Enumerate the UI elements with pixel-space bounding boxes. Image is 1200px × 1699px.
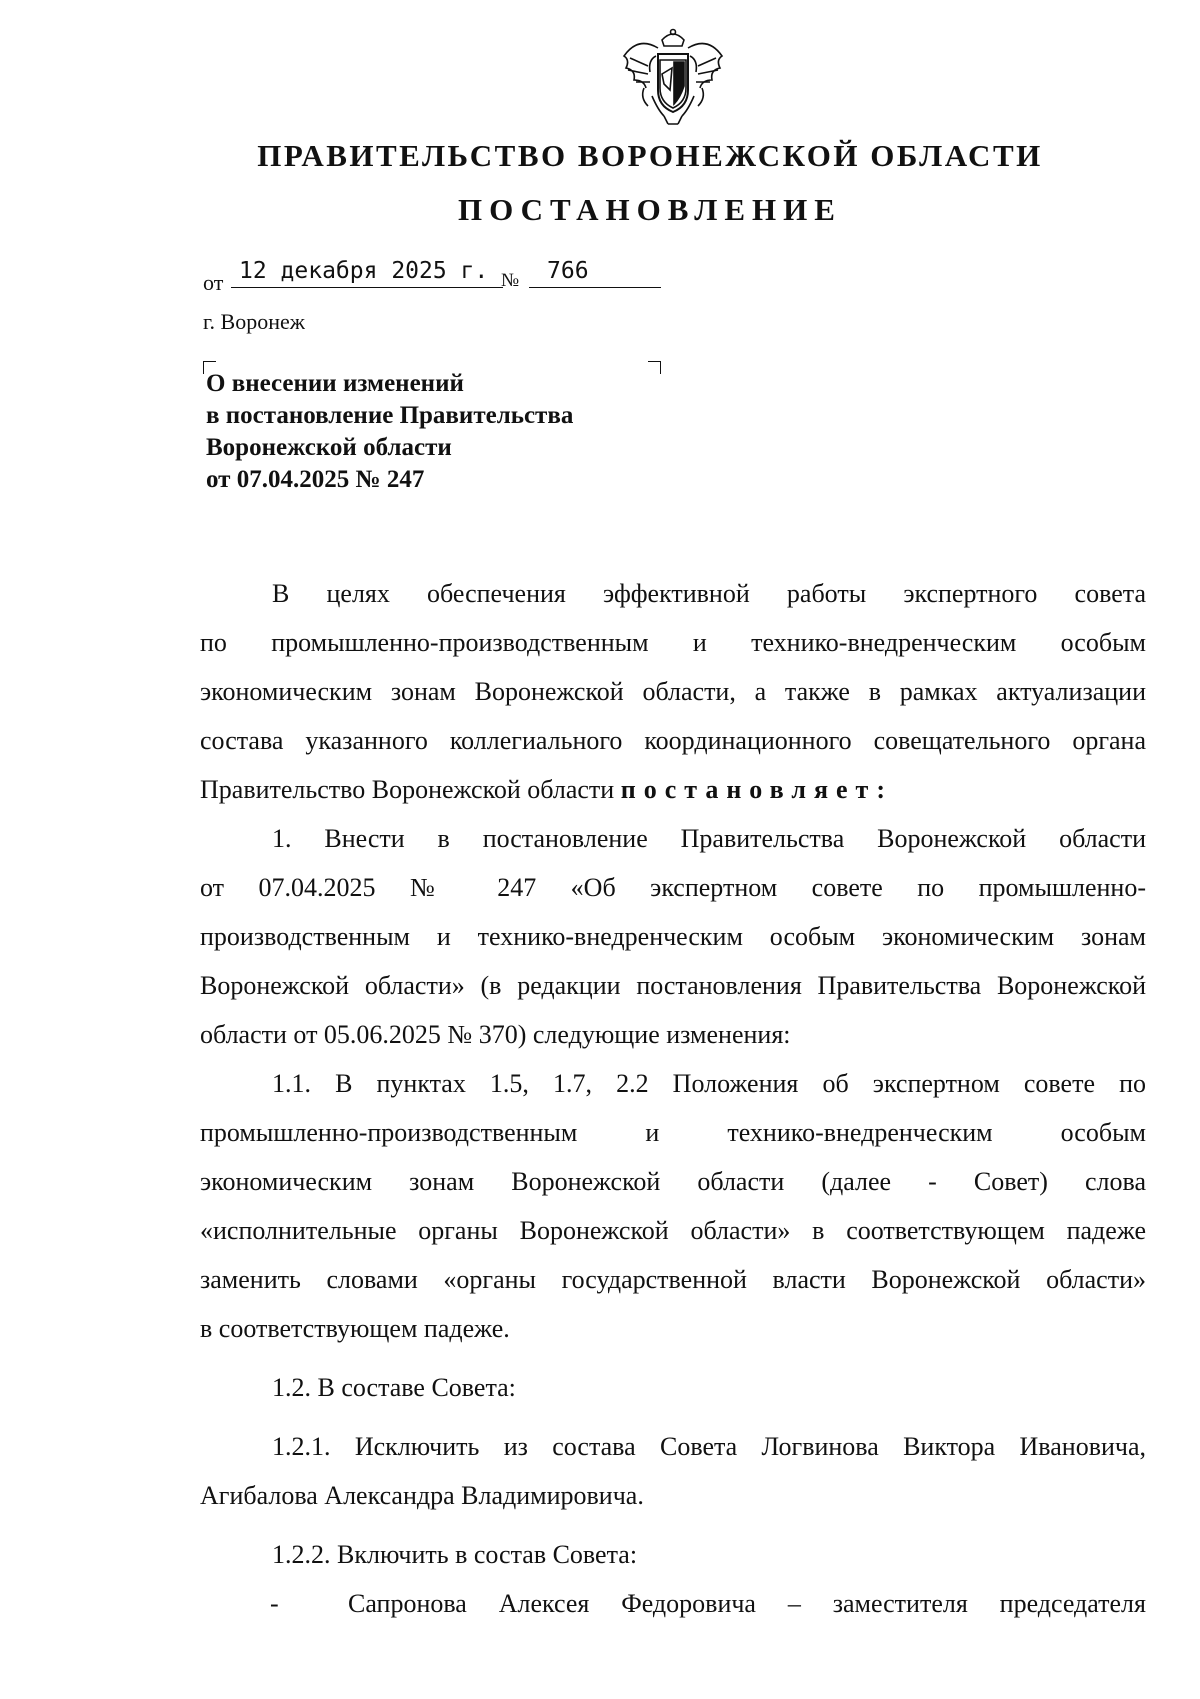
from-label: от [203,270,224,295]
member-list-item [200,1584,1146,1633]
preamble-line: по промышленно-производственным и технико-внедренческим особым [200,628,1146,657]
item-1-2-1-line: Агибалова Александра Владимировича. [200,1481,644,1510]
preamble-last-text: Правительство Воронежской области [200,775,621,804]
item-1-2-2-heading: 1.2.2. Включить в состав Совета: [272,1540,638,1569]
preamble-line: В целях обеспечения эффективной работы экспертного совета [272,579,1146,608]
date-number-line [203,258,683,298]
preamble-line: экономическим зонам Воронежской области, а также в рамках актуализации [200,677,1146,706]
preamble-last-line [200,770,1146,819]
document-body [200,574,1146,1633]
coat-of-arms-emblem [618,26,728,126]
subject-corner-right [648,361,661,374]
preamble-line: состава указанного коллегиального координационного совещательного органа [200,726,1146,755]
subject-line: Воронежской области [206,434,452,461]
item-1-1-line: промышленно-производственным и технико-внедренческим особым [200,1118,1146,1147]
item-1-line: производственным и технико-внедренческим особым экономическим зонам [200,922,1146,951]
item-1-1-line: в соответствующем падеже. [200,1314,510,1343]
item-1-2-1-line: 1.2.1. Исключить из состава Совета Логвинова Виктора Ивановича, [272,1432,1146,1461]
item-1-line: Воронежской области» (в редакции постановления Правительства Воронежской [200,971,1146,1000]
subject-line: от 07.04.2025 № 247 [206,466,425,493]
item-1-line: 1. Внести в постановление Правительства Воронежской области [272,824,1146,853]
document-subject [206,368,573,496]
decree-word: постановляет: [620,775,893,804]
subject-line: в постановление Правительства [206,402,574,429]
item-1-1-line: «исполнительные органы Воронежской области» в соответствующем падеже [200,1216,1146,1245]
member-list-text: Сапронова Алексея Федоровича – заместителя председателя [348,1589,1146,1618]
number-label: № [501,270,520,291]
item-1-1-line: заменить словами «органы государственной власти Воронежской области» [200,1265,1146,1294]
item-1-1-line: экономическим зонам Воронежской области (далее - Совет) слова [200,1167,1146,1196]
list-dash: - [270,1589,279,1618]
organization-title: ПРАВИТЕЛЬСТВО ВОРОНЕЖСКОЙ ОБЛАСТИ [257,138,1043,173]
item-1-2-heading: 1.2. В составе Совета: [272,1373,516,1402]
item-1-line: области от 05.06.2025 № 370) следующие изменения: [200,1020,791,1049]
city-label: г. Воронеж [203,309,305,334]
item-1-1-line: 1.1. В пунктах 1.5, 1.7, 2.2 Положения об экспертном совете по [272,1069,1146,1098]
document-date: 12 декабря 2025 г. [231,258,503,288]
document-number: 766 [529,258,661,288]
item-1-line: от 07.04.2025 № 247 «Об экспертном совете по промышленно- [200,873,1146,902]
subject-line: О внесении изменений [206,370,464,397]
document-type-heading: ПОСТАНОВЛЕНИЕ [458,192,842,227]
